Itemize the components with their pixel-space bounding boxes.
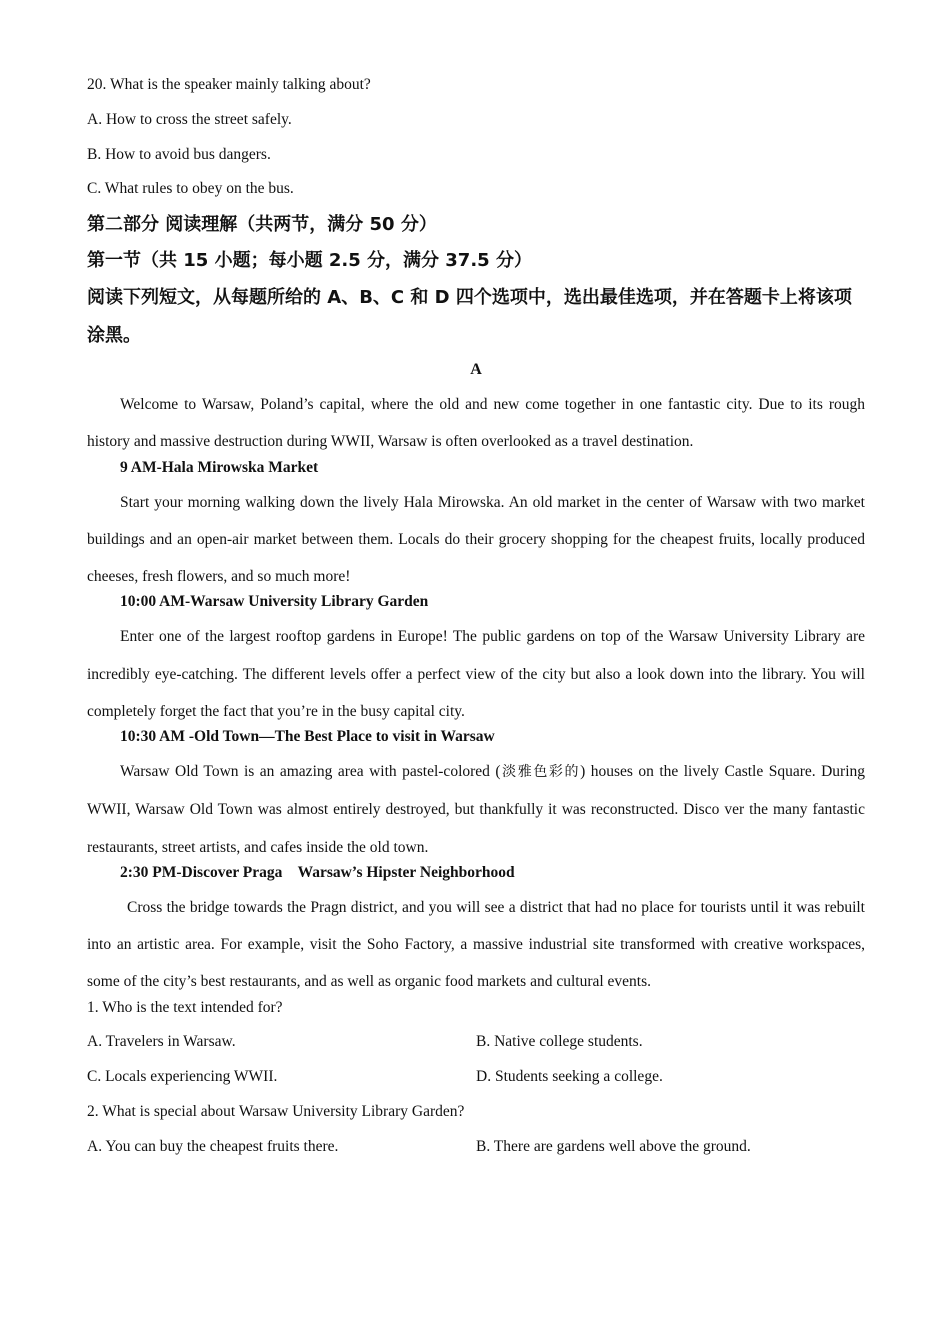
question-2-options-row-1: [87, 1136, 865, 1158]
question-1-stem: 1. Who is the text intended for?: [87, 998, 283, 1016]
question-2-option-b: B. There are gardens well above the ground.: [476, 1137, 751, 1155]
question-1-options-row-1: [87, 1031, 865, 1053]
question-2-option-a: A. You can buy the cheapest fruits there.: [87, 1137, 339, 1155]
section-body-market: Start your morning walking down the lively Hala Mirowska. An old market in the center of Warsaw with two market buildings and an open-air market between them. Locals do their grocery shopping for the cheapest fruits, locally produced cheeses, fresh flowers, and so much more!: [87, 493, 865, 586]
section-one-title: 第一节（共 15 小题；每小题 2.5 分，满分 37.5 分）: [87, 250, 532, 272]
section-heading-library-garden: 10:00 AM-Warsaw University Library Garden: [120, 593, 429, 611]
section-heading-old-town: 10:30 AM -Old Town—The Best Place to visit in Warsaw: [120, 728, 495, 746]
section-heading-market: 9 AM-Hala Mirowska Market: [120, 458, 319, 476]
old-town-text-before: Warsaw Old Town is an amazing area with pastel-colored (: [120, 762, 501, 780]
part-two-title: 第二部分 阅读理解（共两节，满分 50 分）: [87, 214, 437, 236]
passage-intro: Welcome to Warsaw, Poland’s capital, where the old and new come together in one fantastic city. Due to its rough history and massive destruction during WWII, Warsaw is often overlooked as a travel destination.: [87, 396, 865, 451]
reading-instructions: 阅读下列短文，从每题所给的 A、B、C 和 D 四个选项中，选出最佳选项，并在答题卡上将该项涂黑。: [87, 287, 852, 347]
section-body-praga: Cross the bridge towards the Pragn district, and you will see a district that had no place for tourists until it was rebuilt into an artistic area. For example, visit the Soho Factory, a massive industrial site transformed with creative workspaces, some of the city’s best restaurants, and as well as organic food markets and cultural events.: [87, 898, 865, 991]
question-20-option-a: A. How to cross the street safely.: [87, 110, 292, 128]
old-town-text-after: ) houses on the lively Castle Square. During WWII, Warsaw Old Town was almost entirely destroyed, but thankfully it was reconstructed. Disco ver the many fantastic restaurants, street artists, and cafes inside the old town.: [87, 762, 866, 856]
exam-page: [87, 74, 865, 1171]
question-1-option-c: C. Locals experiencing WWII.: [87, 1068, 278, 1086]
question-1-option-b: B. Native college students.: [476, 1033, 643, 1051]
question-20-option-c: C. What rules to obey on the bus.: [87, 180, 294, 198]
question-20-option-b: B. How to avoid bus dangers.: [87, 145, 271, 163]
question-1-option-a: A. Travelers in Warsaw.: [87, 1033, 236, 1051]
question-1-option-d: D. Students seeking a college.: [476, 1068, 663, 1086]
question-20-stem: 20. What is the speaker mainly talking about?: [87, 76, 371, 93]
old-town-chinese-gloss: 淡雅色彩的: [500, 763, 581, 780]
passage-letter: A: [470, 361, 482, 379]
section-body-library-garden: Enter one of the largest rooftop gardens in Europe! The public gardens on top of the Warsaw University Library are incredibly eye-catching. The different levels offer a perfect view of the city but also a look down into the library. You will completely forget the fact that you’re in the busy capital city.: [87, 628, 865, 720]
question-2-stem: 2. What is special about Warsaw University Library Garden?: [87, 1102, 465, 1120]
section-body-old-town: [87, 753, 865, 866]
question-1-options-row-2: [87, 1066, 865, 1088]
section-heading-praga: 2:30 PM-Discover Praga Warsaw’s Hipster Neighborhood: [120, 863, 515, 881]
